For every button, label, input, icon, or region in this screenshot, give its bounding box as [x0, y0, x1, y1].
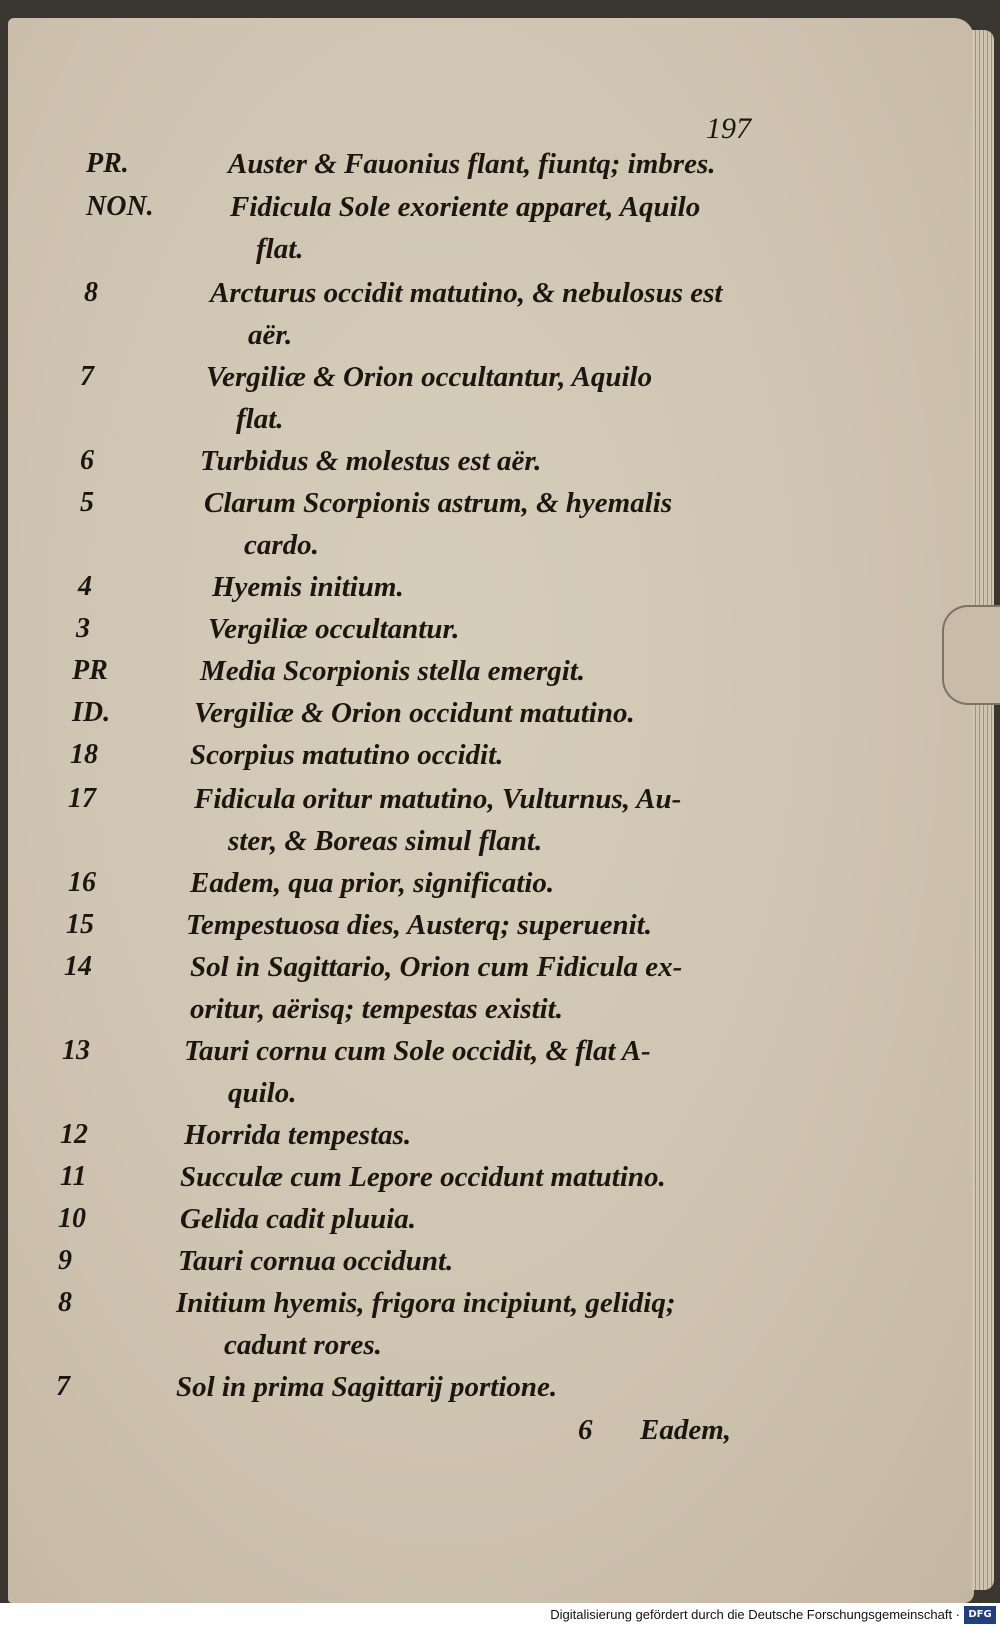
entry-date: 9 [58, 1245, 72, 1276]
footer-credit: Digitalisierung gefördert durch die Deutsche Forschungsgemeinschaft · [550, 1607, 960, 1622]
dfg-logo: DFG [964, 1606, 996, 1624]
footer-bar [0, 1603, 1000, 1630]
page-edges [972, 30, 994, 1590]
entry-text-continuation: flat. [236, 403, 284, 435]
entry-date: PR [72, 655, 108, 686]
entry-date: ID. [72, 697, 111, 728]
entry-date: 7 [56, 1371, 70, 1402]
entry-date: 17 [68, 783, 96, 814]
entry-text: Fidicula oritur matutino, Vulturnus, Au- [194, 783, 682, 815]
catchword-number: 6 [578, 1414, 593, 1446]
entry-text: Sol in Sagittario, Orion cum Fidicula ex- [190, 951, 683, 983]
entry-date: 5 [80, 487, 94, 518]
entry-text: Hyemis initium. [212, 571, 404, 603]
entry-text: Gelida cadit pluuia. [180, 1203, 417, 1235]
entry-text: Vergiliæ & Orion occultantur, Aquilo [206, 361, 653, 393]
entry-date: 8 [84, 277, 98, 308]
entry-date: 15 [66, 909, 94, 940]
entry-date: 8 [58, 1287, 72, 1318]
entry-date: 3 [76, 613, 90, 644]
entry-text: Sol in prima Sagittarij portione. [176, 1371, 558, 1403]
entry-text: Tauri cornu cum Sole occidit, & flat A- [184, 1035, 651, 1067]
page-number: 197 [706, 112, 751, 145]
entry-date: 6 [80, 445, 94, 476]
entry-date: 13 [62, 1035, 90, 1066]
entry-date: 7 [80, 361, 94, 392]
entry-text: Vergiliæ occultantur. [208, 613, 460, 645]
entry-text-continuation: flat. [256, 233, 304, 265]
entry-date: 16 [68, 867, 96, 898]
entry-text-continuation: oritur, aërisq; tempestas existit. [190, 993, 563, 1025]
entry-text: Clarum Scorpionis astrum, & hyemalis [204, 487, 673, 519]
entry-text: Tempestuosa dies, Austerq; superuenit. [186, 909, 652, 941]
entry-text: Vergiliæ & Orion occidunt matutino. [194, 697, 635, 729]
entry-text: Eadem, qua prior, significatio. [190, 867, 555, 899]
entry-date: 14 [64, 951, 92, 982]
entry-date: 11 [60, 1161, 87, 1192]
entry-date: NON. [86, 191, 154, 222]
entry-text: Media Scorpionis stella emergit. [200, 655, 586, 687]
entry-text: Fidicula Sole exoriente apparet, Aquilo [230, 191, 701, 223]
entry-date: 4 [78, 571, 92, 602]
catchword: Eadem, [640, 1414, 732, 1446]
entry-text-continuation: quilo. [228, 1077, 297, 1109]
entry-text: Succulæ cum Lepore occidunt matutino. [180, 1161, 666, 1193]
entry-text: Initium hyemis, frigora incipiunt, gelidiq; [176, 1287, 676, 1319]
entry-date: PR. [86, 148, 129, 179]
entry-text: Tauri cornua occidunt. [178, 1245, 454, 1277]
entry-text: Auster & Fauonius flant, fiuntq; imbres. [228, 148, 716, 180]
entry-text-continuation: ster, & Boreas simul flant. [228, 825, 543, 857]
entry-date: 12 [60, 1119, 88, 1150]
entry-date: 10 [58, 1203, 86, 1234]
entry-text: Scorpius matutino occidit. [190, 739, 504, 771]
entry-text: Turbidus & molestus est aër. [200, 445, 542, 477]
entry-text-continuation: aër. [248, 319, 293, 351]
entry-text: Horrida tempestas. [184, 1119, 412, 1151]
entry-text-continuation: cardo. [244, 529, 319, 561]
entry-text-continuation: cadunt rores. [224, 1329, 382, 1361]
entry-text: Arcturus occidit matutino, & nebulosus est [210, 277, 723, 309]
entry-date: 18 [70, 739, 98, 770]
page-tab-marker [942, 605, 1000, 705]
